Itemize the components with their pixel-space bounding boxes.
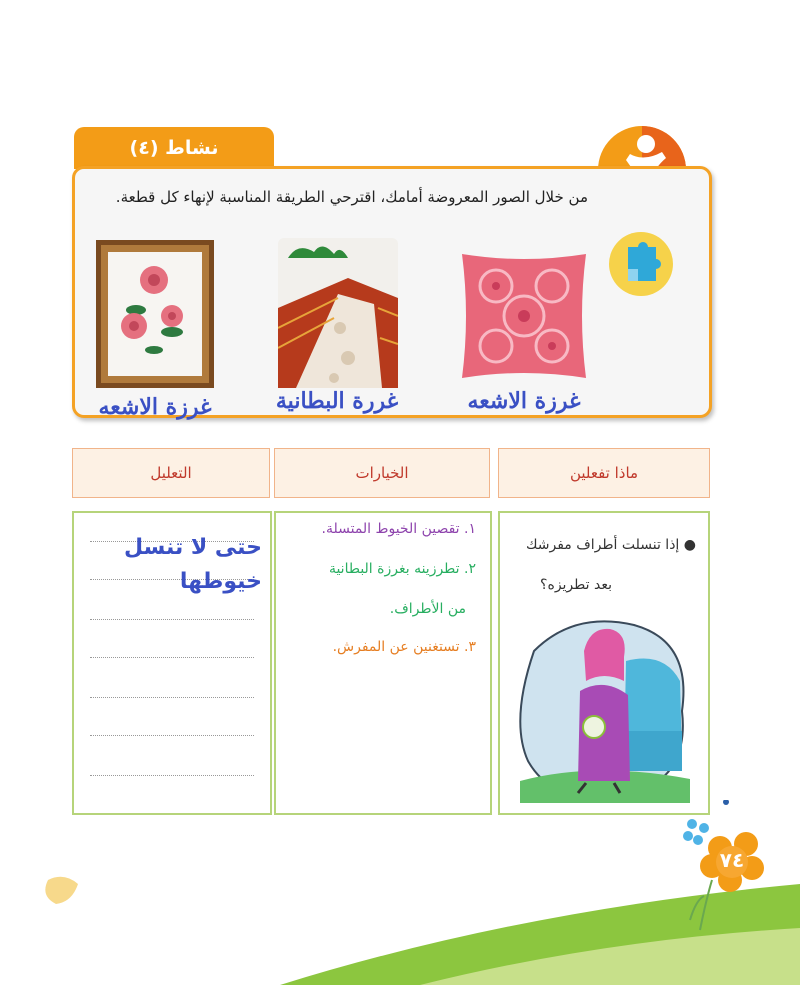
image-caption-2: غررة البطانية (275, 388, 399, 414)
answer-line (90, 775, 254, 776)
activity-title: نشاط (٤) (74, 127, 274, 169)
options-column (274, 511, 492, 815)
tablecloth-image (278, 238, 398, 388)
image-caption-3: غرزة الاشعه (98, 394, 212, 420)
reason-column (72, 511, 272, 815)
answer-line (90, 657, 254, 658)
grass-decoration (0, 800, 800, 985)
answer-line (90, 735, 254, 736)
answer-line-1: حتى لا تنسل (123, 535, 262, 560)
header-reason: التعليل (72, 448, 270, 498)
answer-line (90, 697, 254, 698)
option-3: ٣. تستغنين عن المفرش. (332, 639, 476, 655)
what-to-do-column (498, 511, 710, 815)
answer-line (90, 619, 254, 620)
page-number: ٧٤ (719, 848, 745, 872)
option-1: ١. تقصين الخيوط المتسلة. (321, 521, 476, 537)
activity-instruction: من خلال الصور المعروضة أمامك، اقترحي الطريقة المناسبة لإنهاء كل قطعة. (115, 188, 588, 206)
image-caption-1: غرزة الاشعه (467, 388, 581, 414)
bullet-icon: ● (683, 537, 696, 553)
question-line-2: بعد تطريزه؟ (540, 577, 612, 593)
option-2: ٢. تطرزينه بغرزة البطانية (328, 561, 476, 577)
question-line-1: ● إذا تنسلت أطراف مفرشك (525, 537, 696, 553)
header-options: الخيارات (274, 448, 490, 498)
header-what-to-do: ماذا تفعلين (498, 448, 710, 498)
puzzle-icon (608, 231, 674, 297)
pillow-image (456, 250, 592, 382)
framed-embroidery-image (96, 240, 214, 388)
answer-line-2: خيوطها (179, 569, 262, 594)
option-2-continuation: من الأطراف. (389, 601, 466, 617)
woman-embroidering-illustration (514, 611, 692, 803)
